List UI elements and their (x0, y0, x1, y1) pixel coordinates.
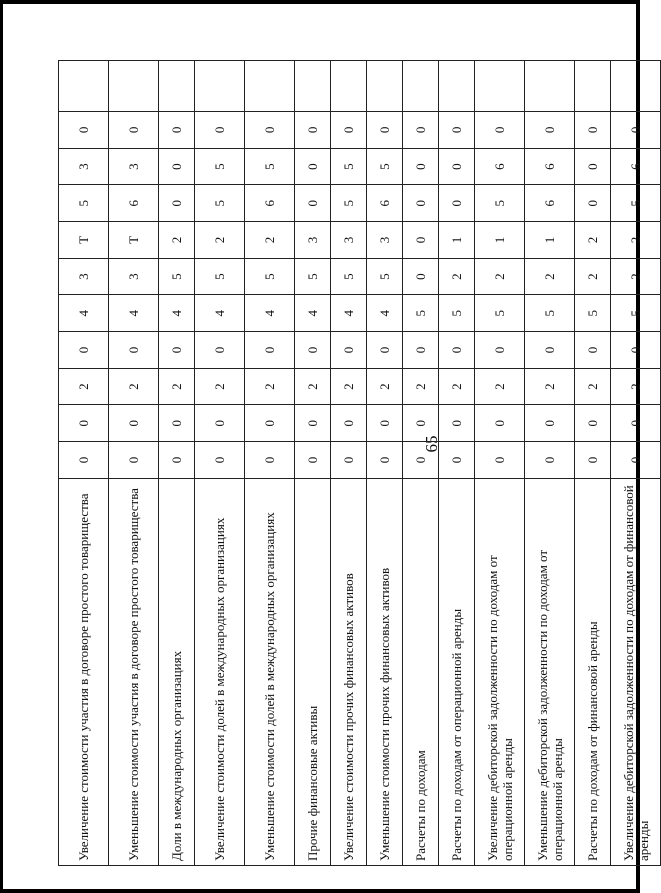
empty-cell (525, 61, 575, 112)
code-digit-cell: 0 (109, 405, 159, 442)
code-digit-cell: 0 (295, 442, 331, 479)
code-digit-cell: 0 (367, 442, 403, 479)
code-digit-cell: 0 (439, 332, 475, 369)
code-digit-cell: 0 (245, 332, 295, 369)
code-digit-cell: 2 (575, 222, 611, 259)
scan-border-bottom (0, 889, 640, 893)
code-digit-cell: 0 (109, 442, 159, 479)
code-digit-cell: 0 (331, 405, 367, 442)
code-digit-cell: 0 (159, 148, 195, 185)
table-row (403, 61, 439, 866)
code-digit-cell: 0 (575, 185, 611, 222)
code-digit-cell: 3 (59, 258, 109, 295)
code-digit-cell: 0 (109, 332, 159, 369)
table-row (475, 61, 525, 866)
code-digit-cell: 0 (159, 112, 195, 149)
code-digit-cell: 0 (367, 112, 403, 149)
row-name-cell: Расчеты по доходам от операционной аренды (439, 478, 475, 865)
code-digit-cell: 3 (331, 222, 367, 259)
code-digit-cell: 0 (159, 332, 195, 369)
table-row (525, 61, 575, 866)
code-digit-cell: 5 (367, 148, 403, 185)
code-digit-cell: 5 (331, 185, 367, 222)
table-row (575, 61, 611, 866)
code-digit-cell: 5 (195, 258, 245, 295)
code-digit-cell: 5 (525, 295, 575, 332)
code-digit-cell: 1 (475, 222, 525, 259)
code-digit-cell: 2 (439, 368, 475, 405)
code-digit-cell: 0 (295, 332, 331, 369)
code-digit-cell: 5 (367, 258, 403, 295)
code-digit-cell: 0 (611, 405, 661, 442)
empty-cell (295, 61, 331, 112)
code-digit-cell: 3 (295, 222, 331, 259)
empty-cell (575, 61, 611, 112)
code-digit-cell: 2 (611, 258, 661, 295)
code-digit-cell: 0 (611, 442, 661, 479)
code-digit-cell: 5 (611, 295, 661, 332)
code-digit-cell: 0 (611, 332, 661, 369)
row-name-cell: Доли в международных организациях (159, 478, 195, 865)
row-name-cell: Увеличение дебиторской задолженности по доходам от операционной аренды (475, 478, 525, 865)
code-digit-cell: 0 (403, 148, 439, 185)
code-digit-cell: 5 (245, 148, 295, 185)
row-name-cell: Уменьшение стоимости прочих финансовых активов (367, 478, 403, 865)
code-digit-cell: 0 (59, 442, 109, 479)
empty-cell (245, 61, 295, 112)
code-digit-cell: Т (109, 222, 159, 259)
code-digit-cell: 0 (439, 442, 475, 479)
empty-cell (439, 61, 475, 112)
code-digit-cell: 0 (439, 185, 475, 222)
code-digit-cell: 2 (367, 368, 403, 405)
code-digit-cell: 2 (245, 368, 295, 405)
code-digit-cell: 0 (475, 332, 525, 369)
code-digit-cell: 0 (575, 405, 611, 442)
code-digit-cell: 3 (367, 222, 403, 259)
code-digit-cell: 4 (159, 295, 195, 332)
table-row (611, 61, 661, 866)
code-digit-cell: 5 (611, 185, 661, 222)
code-digit-cell: 5 (295, 258, 331, 295)
code-digit-cell: 0 (59, 112, 109, 149)
code-digit-cell: Т (59, 222, 109, 259)
code-digit-cell: 2 (611, 368, 661, 405)
empty-cell (403, 61, 439, 112)
code-digit-cell: 2 (439, 258, 475, 295)
code-digit-cell: 2 (295, 368, 331, 405)
code-digit-cell: 2 (245, 222, 295, 259)
row-name-cell: Уменьшение стоимости долей в международных организациях (245, 478, 295, 865)
code-digit-cell: 0 (245, 405, 295, 442)
code-digit-cell: 0 (575, 442, 611, 479)
code-digit-cell: 2 (195, 368, 245, 405)
table-row (109, 61, 159, 866)
code-digit-cell: 4 (367, 295, 403, 332)
code-digit-cell: 0 (195, 405, 245, 442)
row-name-cell: Уменьшение стоимости участия в договоре простого товарищества (109, 478, 159, 865)
table-row (59, 61, 109, 866)
code-digit-cell: 0 (439, 405, 475, 442)
code-digit-cell: 3 (109, 148, 159, 185)
code-digit-cell: 0 (611, 112, 661, 149)
code-digit-cell: 6 (245, 185, 295, 222)
empty-cell (159, 61, 195, 112)
empty-cell (611, 61, 661, 112)
code-digit-cell: 6 (525, 185, 575, 222)
code-digit-cell: 2 (159, 222, 195, 259)
empty-cell (195, 61, 245, 112)
code-digit-cell: 0 (403, 332, 439, 369)
code-digit-cell: 2 (475, 258, 525, 295)
code-digit-cell: 0 (295, 185, 331, 222)
code-digit-cell: 2 (475, 368, 525, 405)
code-digit-cell: 5 (475, 185, 525, 222)
code-digit-cell: 2 (575, 258, 611, 295)
code-digit-cell: 2 (525, 258, 575, 295)
code-digit-cell: 0 (403, 185, 439, 222)
code-digit-cell: 2 (109, 368, 159, 405)
code-digit-cell: 0 (439, 148, 475, 185)
row-name-cell: Расчеты по доходам (403, 478, 439, 865)
code-digit-cell: 5 (195, 148, 245, 185)
code-digit-cell: 2 (403, 368, 439, 405)
table-row (195, 61, 245, 866)
row-name-cell: Увеличение стоимости долей в международных организациях (195, 478, 245, 865)
code-digit-cell: 5 (195, 185, 245, 222)
table-row (331, 61, 367, 866)
code-digit-cell: 5 (59, 185, 109, 222)
code-digit-cell: 0 (295, 148, 331, 185)
empty-cell (475, 61, 525, 112)
code-digit-cell: 5 (439, 295, 475, 332)
code-digit-cell: 2 (575, 368, 611, 405)
code-digit-cell: 2 (195, 222, 245, 259)
table-container (58, 60, 651, 866)
code-digit-cell: 0 (475, 405, 525, 442)
empty-cell (59, 61, 109, 112)
code-digit-cell: 6 (611, 148, 661, 185)
code-digit-cell: 0 (367, 332, 403, 369)
code-digit-cell: 3 (109, 258, 159, 295)
code-digit-cell: 0 (109, 112, 159, 149)
code-digit-cell: 0 (245, 112, 295, 149)
code-digit-cell: 0 (195, 112, 245, 149)
code-digit-cell: 2 (611, 222, 661, 259)
code-digit-cell: 0 (195, 332, 245, 369)
code-digit-cell: 6 (525, 148, 575, 185)
row-name-cell: Прочие финансовые активы (295, 478, 331, 865)
table-row (159, 61, 195, 866)
code-digit-cell: 6 (367, 185, 403, 222)
code-digit-cell: 0 (59, 405, 109, 442)
code-digit-cell: 6 (475, 148, 525, 185)
code-digit-cell: 0 (367, 405, 403, 442)
code-digit-cell: 4 (331, 295, 367, 332)
code-digit-cell: 0 (295, 112, 331, 149)
code-digit-cell: 5 (331, 148, 367, 185)
empty-cell (109, 61, 159, 112)
row-name-cell: Увеличение дебиторской задолженности по доходам от финансовой аренды (611, 478, 661, 865)
code-digit-cell: 0 (575, 148, 611, 185)
row-name-cell: Увеличение стоимости прочих финансовых активов (331, 478, 367, 865)
code-digit-cell: 4 (245, 295, 295, 332)
empty-cell (367, 61, 403, 112)
code-digit-cell: 0 (525, 332, 575, 369)
code-digit-cell: 0 (331, 332, 367, 369)
code-digit-cell: 0 (331, 112, 367, 149)
code-digit-cell: 0 (525, 442, 575, 479)
table-row (245, 61, 295, 866)
code-digit-cell: 0 (403, 405, 439, 442)
code-digit-cell: 2 (331, 368, 367, 405)
code-digit-cell: 0 (403, 258, 439, 295)
code-digit-cell: 4 (295, 295, 331, 332)
code-digit-cell: 4 (59, 295, 109, 332)
code-digit-cell: 1 (525, 222, 575, 259)
table-row (367, 61, 403, 866)
empty-cell (331, 61, 367, 112)
code-digit-cell: 0 (331, 442, 367, 479)
scan-border-left (0, 0, 3, 893)
code-digit-cell: 5 (575, 295, 611, 332)
code-digit-cell: 0 (475, 442, 525, 479)
row-name-cell: Расчеты по доходам от финансовой аренды (575, 478, 611, 865)
code-digit-cell: 5 (159, 258, 195, 295)
scan-border-top (0, 0, 640, 4)
code-digit-cell: 5 (331, 258, 367, 295)
code-digit-cell: 0 (159, 185, 195, 222)
code-digit-cell: 4 (109, 295, 159, 332)
code-digit-cell: 2 (525, 368, 575, 405)
code-digit-cell: 5 (245, 258, 295, 295)
code-digit-cell: 0 (475, 112, 525, 149)
code-digit-cell: 0 (403, 112, 439, 149)
code-digit-cell: 0 (245, 442, 295, 479)
code-digit-cell: 6 (109, 185, 159, 222)
code-digit-cell: 0 (525, 405, 575, 442)
code-digit-cell: 0 (159, 442, 195, 479)
code-digit-cell: 0 (439, 112, 475, 149)
code-digit-cell: 2 (59, 368, 109, 405)
account-code-table (58, 60, 661, 866)
code-digit-cell: 0 (403, 222, 439, 259)
row-name-cell: Увеличение стоимости участия в договоре простого товарищества (59, 478, 109, 865)
table-row (295, 61, 331, 866)
code-digit-cell: 1 (439, 222, 475, 259)
code-digit-cell: 5 (475, 295, 525, 332)
table-row (439, 61, 475, 866)
code-digit-cell: 0 (575, 332, 611, 369)
table-body (59, 61, 661, 866)
code-digit-cell: 0 (295, 405, 331, 442)
code-digit-cell: 5 (403, 295, 439, 332)
row-name-cell: Уменьшение дебиторской задолженности по доходам от операционной аренды (525, 478, 575, 865)
code-digit-cell: 0 (159, 405, 195, 442)
code-digit-cell: 4 (195, 295, 245, 332)
code-digit-cell: 3 (59, 148, 109, 185)
code-digit-cell: 0 (575, 112, 611, 149)
page-number: 65 (422, 435, 441, 453)
code-digit-cell: 2 (159, 368, 195, 405)
code-digit-cell: 0 (195, 442, 245, 479)
code-digit-cell: 0 (59, 332, 109, 369)
code-digit-cell: 0 (403, 442, 439, 479)
code-digit-cell: 0 (525, 112, 575, 149)
rotated-table-area (58, 60, 651, 866)
